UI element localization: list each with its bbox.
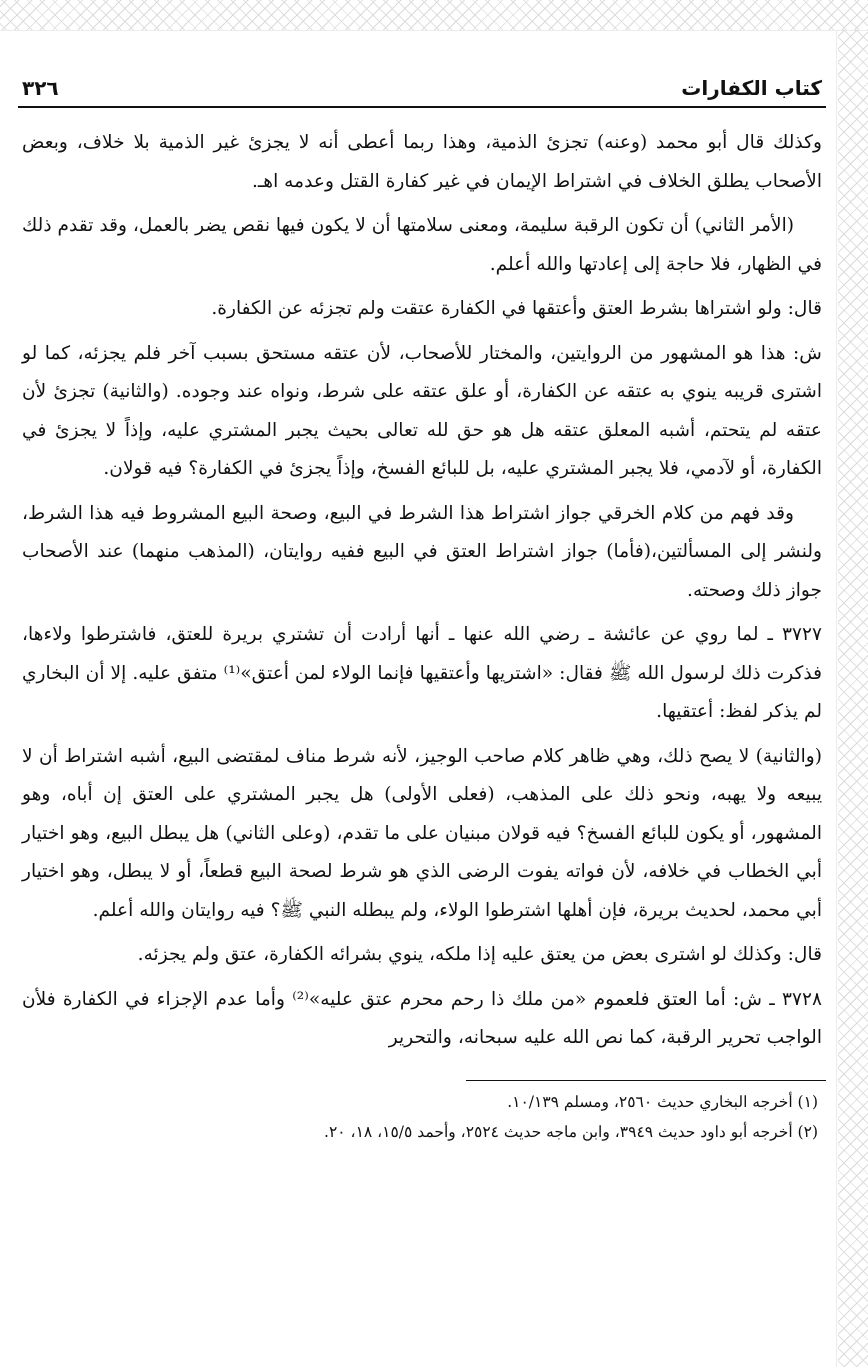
page-header (18, 66, 826, 108)
footnotes-section (324, 1080, 826, 1147)
paragraph: ٣٧٢٧ ـ لما روي عن عائشة ـ رضي الله عنها ـ أنها أرادت أن تشتري بريرة للعتق، فاشترطوا ولاءها، فذكرت ذلك لرسول الله ﷺ فقال: «اشتريها وأعتقيها فإنما الولاء لمن أعتق»⁽¹⁾ متفق عليه. إلا أن البخاري لم يذكر لفظ: أعتقيها. (22, 624, 822, 722)
paragraph: قال: ولو اشتراها بشرط العتق وأعتقها في الكفارة عتقت ولم تجزئه عن الكفارة. (211, 298, 822, 319)
paragraph: (الأمر الثاني) أن تكون الرقبة سليمة، ومعنى سلامتها أن لا يكون فيها نقص يضر بالعمل، وقد تقدم ذلك في الظهار، فلا حاجة إلى إعادتها والله أعلم. (22, 215, 822, 275)
paragraph: (والثانية) لا يصح ذلك، وهي ظاهر كلام صاحب الوجيز، لأنه شرط مناف لمقتضى البيع، أشبه اشتراط أن لا يبيعه ولا يهبه، ونحو ذلك على المذهب، (فعلى الأولى) هل يجبر المشتري على العتق إن أباه، وهو المشهور، أو يكون للبائع الفسخ؟ فيه قولان مبنيان على ما تقدم، (وعلى الثاني) هل يبطل البيع، وهو اختيار أبي الخطاب في خلافه، لأن فواته يفوت الرضى الذي هو شرط لصحة البيع قطعاً، أو لا يبطل، وهو اختيار أبي محمد، لحديث بريرة، فإن أهلها اشترطوا الولاء، ولم يبطله النبي ﷺ؟ فيه روايتان والله أعلم. (22, 745, 822, 921)
decorative-border-top (0, 0, 868, 30)
footnote: (١) أخرجه البخاري حديث ٢٥٦٠، ومسلم ١٠/١٣٩. (507, 1092, 818, 1111)
footnote: (٢) أخرجه أبو داود حديث ٣٩٤٩، وابن ماجه حديث ٢٥٢٤، وأحمد ١٥/٥، ١٨، ٢٠. (324, 1122, 818, 1141)
decorative-border-right (838, 30, 868, 1367)
page-body (18, 124, 826, 1058)
book-page (18, 66, 826, 1147)
paragraph: وقد فهم من كلام الخرقي جواز اشتراط هذا الشرط في البيع، وصحة البيع المشروط فيه هذا الشرط، ولنشر إلى المسألتين،(فأما) جواز اشتراط العتق في البيع ففيه روايتان، (المذهب منهما) عند الأصحاب جواز ذلك وصحته. (22, 502, 822, 601)
book-title: كتاب الكفارات (681, 76, 822, 100)
page-number: ٣٢٦ (22, 76, 59, 100)
paragraph: ش: هذا هو المشهور من الروايتين، والمختار للأصحاب، لأن عتقه مستحق بسبب آخر فلم يجزئه، كما لو اشترى قريبه ينوي به عتقه عن الكفارة، أو علق عتقه على شرط، ونواه عند وجوده. (والثانية) تجزئ لأن عتقه لم يتحتم، أشبه المعلق عتقه هل هو حق لله تعالى بحيث يجبر المشتري عليه، وإذاً لا يجزئ في الكفارة، أو لآدمي، فلا يجبر المشتري عليه، بل للبائع الفسخ، وإذاً يجزئ في الكفارة؟ فيه قولان. (22, 342, 822, 479)
paragraph: وكذلك قال أبو محمد (وعنه) تجزئ الذمية، وهذا ربما أعطى أنه لا يجزئ غير الذمية بلا خلاف، وبعض الأصحاب يطلق الخلاف في اشتراط الإيمان في غير كفارة القتل وعدمه اهـ. (22, 132, 822, 192)
paragraph: ٣٧٢٨ ـ ش: أما العتق فلعموم «من ملك ذا رحم محرم عتق عليه»⁽²⁾ وأما عدم الإجزاء في الكفارة فلأن الواجب تحرير الرقبة، كما نص الله عليه سبحانه، والتحرير (22, 988, 822, 1048)
paragraph: قال: وكذلك لو اشترى بعض من يعتق عليه إذا ملكه، ينوي بشرائه الكفارة، عتق ولم يجزئه. (137, 944, 822, 965)
